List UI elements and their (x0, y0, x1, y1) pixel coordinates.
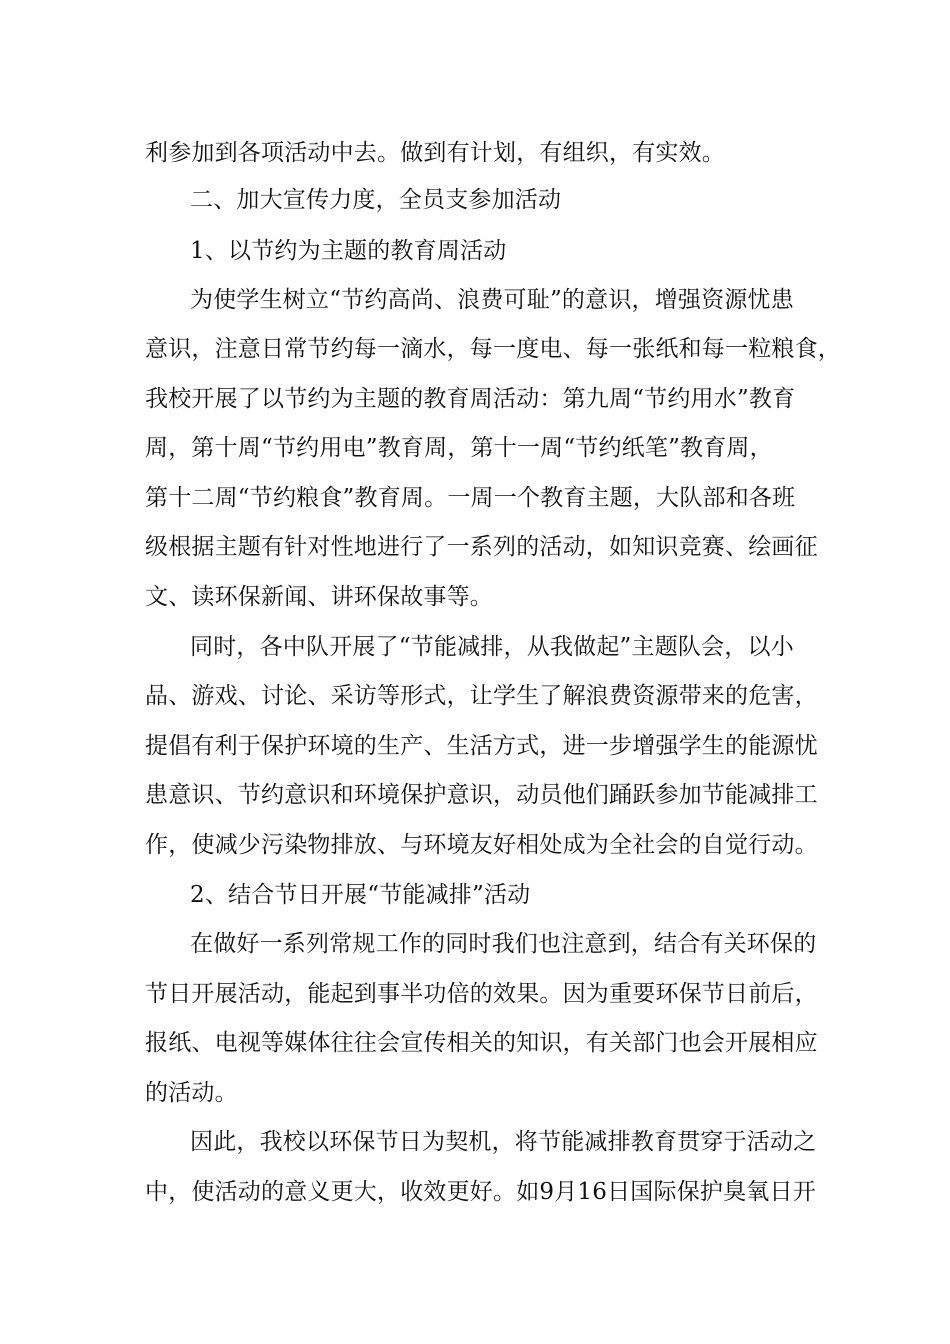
paragraph-line: 节日开展活动，能起到事半功倍的效果。因为重要环保节日前后， (145, 981, 818, 1007)
subsection-heading: 2、结合节日开展“节能减排”活动 (190, 882, 531, 908)
paragraph-line: 的活动。 (145, 1080, 238, 1106)
paragraph-line: 作，使减少污染物排放、与环境友好相处成为全社会的自觉行动。 (145, 832, 818, 858)
paragraph-line: 中，使活动的意义更大，收效更好。如9月16日国际保护臭氧日开 (145, 1179, 816, 1205)
paragraph-line: 患意识、节约意识和环境保护意识，动员他们踊跃参加节能减排工 (145, 782, 818, 808)
paragraph-line: 文、读环保新闻、讲环保故事等。 (145, 584, 493, 610)
paragraph-line: 报纸、电视等媒体往往会宣传相关的知识，有关部门也会开展相应 (145, 1030, 818, 1056)
paragraph-line: 意识，注意日常节约每一滴水，每一度电、每一张纸和每一粒粮食， (145, 336, 841, 362)
text-line: 利参加到各项活动中去。做到有计划，有组织，有实效。 (145, 140, 725, 166)
paragraph-line: 同时，各中队开展了“节能减排，从我做起”主题队会，以小 (190, 634, 794, 660)
paragraph-line: 为使学生树立“节约高尚、浪费可耻”的意识，增强资源忧患 (190, 287, 794, 313)
subsection-heading: 1、以节约为主题的教育周活动 (190, 238, 507, 264)
paragraph-line: 周，第十周“节约用电”教育周，第十一周“节约纸笔”教育周， (145, 435, 773, 461)
section-heading: 二、加大宣传力度，全员支参加活动 (190, 187, 562, 213)
paragraph-line: 第十二周“节约粮食”教育周。一周一个教育主题，大队部和各班 (145, 485, 796, 511)
paragraph-line: 品、游戏、讨论、采访等形式，让学生了解浪费资源带来的危害， (145, 683, 818, 709)
paragraph-line: 因此，我校以环保节日为契机，将节能减排教育贯穿于活动之 (190, 1129, 817, 1155)
paragraph-line: 级根据主题有针对性地进行了一系列的活动，如知识竞赛、绘画征 (145, 534, 818, 560)
paragraph-line: 我校开展了以节约为主题的教育周活动：第九周“节约用水”教育 (145, 386, 796, 412)
paragraph-line: 提倡有利于保护环境的生产、生活方式，进一步增强学生的能源忧 (145, 733, 818, 759)
paragraph-line: 在做好一系列常规工作的同时我们也注意到，结合有关环保的 (190, 931, 817, 957)
